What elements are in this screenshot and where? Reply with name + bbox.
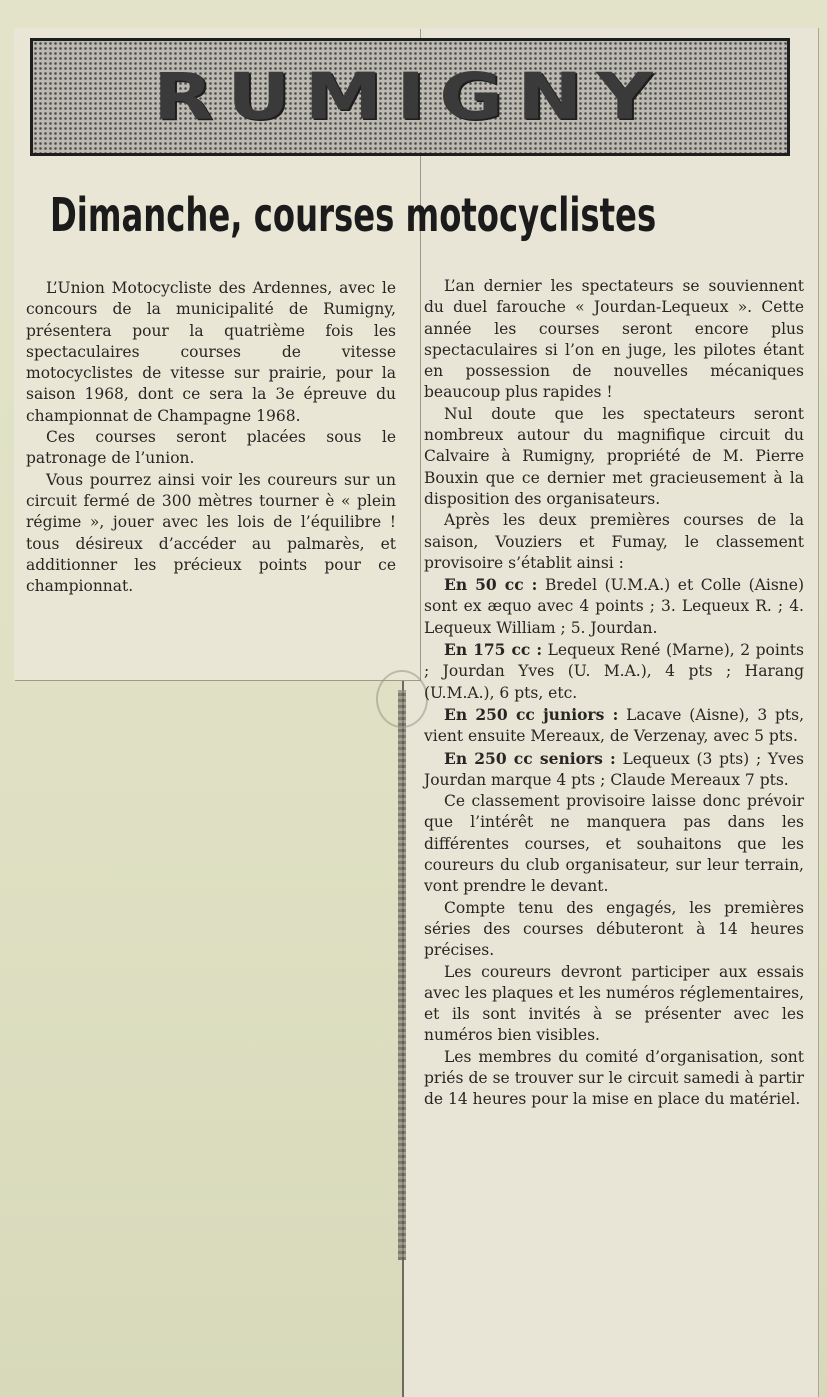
result-250cc-juniors-label: En 250 cc juniors :: [444, 704, 619, 724]
article-headline: Dimanche, courses motocyclistes: [50, 188, 657, 242]
result-250cc-seniors: [424, 748, 804, 792]
result-250cc-juniors: [424, 704, 804, 748]
result-175cc-text: Lequeux René (Marne), 2 points ; Jourdan Yves (U. M.A.), 4 pts ; Harang (U.M.A.), 6 pts, etc.: [424, 641, 804, 702]
result-50cc-label: En 50 cc :: [444, 575, 538, 595]
right-paragraph-7: Les membres du comité d’organisation, sont priés de se trouver sur le circuit samedi à partir de 14 heures pour la mise en place du matériel.: [424, 1047, 804, 1109]
right-paragraph-4: Ce classement provisoire laisse donc prévoir que l’intérêt ne manquera pas dans les différentes courses, et souhaitons que les coureurs du club organisateur, sur leur terrain, vont prendre le devant.: [424, 792, 804, 896]
right-paragraph-5: Compte tenu des engagés, les premières séries des courses débuteront à 14 heures précises.: [424, 898, 804, 960]
result-250cc-juniors-text: Lacave (Aisne), 3 pts, vient ensuite Mereaux, de Verzenay, avec 5 pts.: [424, 705, 804, 746]
left-paragraph-1: L’Union Motocycliste des Ardennes, avec le concours de la municipalité de Rumigny, présentera pour la quatrième fois les spectaculaires courses de vitesse motocyclistes de vitesse sur prairie, pour la saison 1968, dont ce sera la 3e épreuve du championnat de Champagne 1968.: [26, 279, 396, 425]
right-paragraph-1: L’an dernier les spectateurs se souviennent du duel farouche « Jourdan-Lequeux ». Cette année les courses seront encore plus spectaculaires si l’on en juge, les pilotes étant en possession de nouvelles mécaniques beaucoup plus rapides !: [424, 277, 804, 402]
town-banner: [30, 38, 790, 156]
result-50cc: [424, 574, 804, 639]
result-250cc-seniors-text: Lequeux (3 pts) ; Yves Jourdan marque 4 pts ; Claude Mereaux 7 pts.: [424, 749, 804, 789]
right-paragraph-3: Après les deux premières courses de la saison, Vouziers et Fumay, le classement provisoire s’établit ainsi :: [424, 511, 804, 572]
left-paragraph-3: Vous pourrez ainsi voir les coureurs sur un circuit fermé de 300 mètres tourner è « plein régime », jouer avec les lois de l’équilibre ! tous désireux d’accéder au palmarès, et additionner les précieux points pour ce championnat.: [26, 470, 396, 596]
right-column: [424, 276, 804, 1111]
right-paragraph-6: Les coureurs devront participer aux essais avec les plaques et les numéros réglementaires, et ils sont invités à se présenter avec les numéros bien visibles.: [424, 962, 804, 1045]
result-50cc-text: Bredel (U.M.A.) et Colle (Aisne) sont ex æquo avec 4 points ; 3. Lequeux R. ; 4. Lequeux William ; 5. Jourdan.: [424, 576, 804, 637]
result-250cc-seniors-label: En 250 cc seniors :: [444, 748, 616, 768]
result-175cc: [424, 639, 804, 704]
left-paragraph-2: Ces courses seront placées sous le patronage de l’union.: [26, 428, 396, 468]
paper-fold-shadow: [398, 690, 406, 1260]
library-stamp-icon: [376, 670, 428, 728]
result-175cc-label: En 175 cc :: [444, 640, 543, 660]
left-column: [26, 278, 396, 597]
banner-title: RUMIGNY: [153, 60, 667, 134]
right-paragraph-2: Nul doute que les spectateurs seront nombreux autour du magnifique circuit du Calvaire à Rumigny, propriété de M. Pierre Bouxin que ce dernier met gracieusement à la disposition des organisateurs.: [424, 404, 804, 508]
